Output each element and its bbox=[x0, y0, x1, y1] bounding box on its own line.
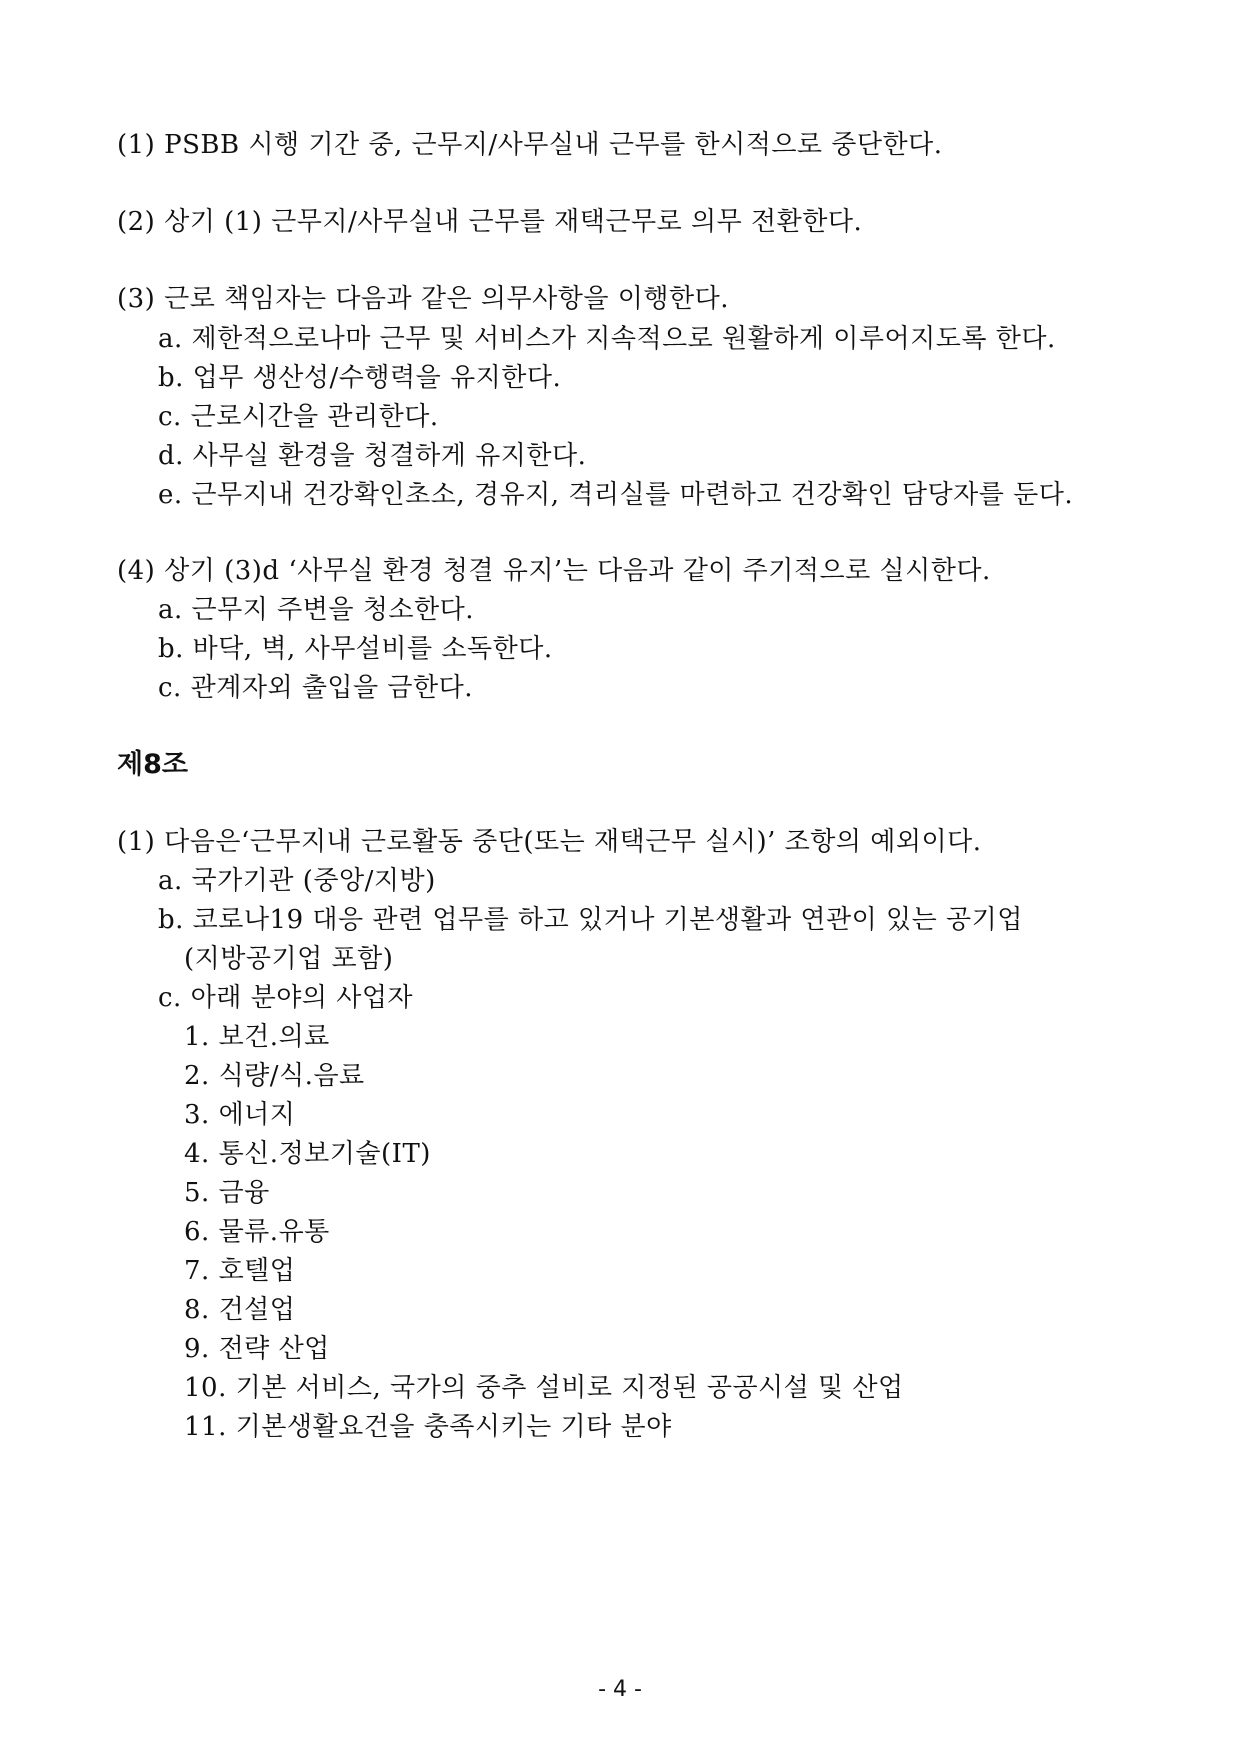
sector-item: 11. 기본생활요건을 충족시키는 기타 분야 bbox=[184, 1412, 672, 1442]
clause-3-item-a: a. 제한적으로나마 근무 및 서비스가 지속적으로 원활하게 이루어지도록 한다. bbox=[158, 324, 1056, 354]
exception-item-a: a. 국가기관 (중앙/지방) bbox=[158, 866, 436, 896]
clause-3-item-c: c. 근로시간을 관리한다. bbox=[158, 402, 439, 432]
sector-item: 10. 기본 서비스, 국가의 중추 설비로 지정된 공공시설 및 산업 bbox=[184, 1373, 904, 1403]
clause-4-item-c: c. 관계자외 출입을 금한다. bbox=[158, 673, 474, 703]
sector-item: 4. 통신.정보기술(IT) bbox=[184, 1139, 431, 1169]
clause-4-item-b: b. 바닥, 벽, 사무설비를 소독한다. bbox=[158, 634, 553, 664]
page-number: - 4 - bbox=[598, 1677, 642, 1702]
sector-item: 9. 전략 산업 bbox=[184, 1334, 330, 1364]
clause-3-item-e: e. 근무지내 건강확인초소, 경유지, 격리실를 마련하고 건강확인 담당자를 둔다. bbox=[158, 480, 1074, 510]
article-8-clause-1: (1) 다음은‘근무지내 근로활동 중단(또는 재택근무 실시)’ 조항의 예외이다. bbox=[117, 827, 982, 857]
clause-3: (3) 근로 책임자는 다음과 같은 의무사항을 이행한다. bbox=[117, 284, 730, 314]
sector-item: 3. 에너지 bbox=[184, 1100, 296, 1130]
sector-item: 8. 건설업 bbox=[184, 1295, 296, 1325]
sector-item: 7. 호텔업 bbox=[184, 1256, 296, 1286]
sector-item: 2. 식량/식.음료 bbox=[184, 1061, 365, 1091]
clause-1: (1) PSBB 시행 기간 중, 근무지/사무실내 근무를 한시적으로 중단한다. bbox=[117, 130, 943, 160]
clause-3-item-b: b. 업무 생산성/수행력을 유지한다. bbox=[158, 363, 562, 393]
sector-item: 5. 금융 bbox=[184, 1178, 270, 1208]
sector-item: 1. 보건.의료 bbox=[184, 1022, 330, 1052]
exception-item-c: c. 아래 분야의 사업자 bbox=[158, 983, 414, 1013]
exception-item-b: b. 코로나19 대응 관련 업무를 하고 있거나 기본생활과 연관이 있는 공기업 bbox=[158, 905, 1023, 935]
clause-4-item-a: a. 근무지 주변을 청소한다. bbox=[158, 595, 474, 625]
exception-item-b-continued: (지방공기업 포함) bbox=[184, 944, 394, 974]
section-heading: 제8조 bbox=[117, 749, 188, 780]
clause-2: (2) 상기 (1) 근무지/사무실내 근무를 재택근무로 의무 전환한다. bbox=[117, 207, 863, 237]
clause-3-item-d: d. 사무실 환경을 청결하게 유지한다. bbox=[158, 441, 587, 471]
clause-4: (4) 상기 (3)d ‘사무실 환경 청결 유지’는 다음과 같이 주기적으로 실시한다. bbox=[117, 556, 991, 586]
sector-item: 6. 물류.유통 bbox=[184, 1217, 330, 1247]
